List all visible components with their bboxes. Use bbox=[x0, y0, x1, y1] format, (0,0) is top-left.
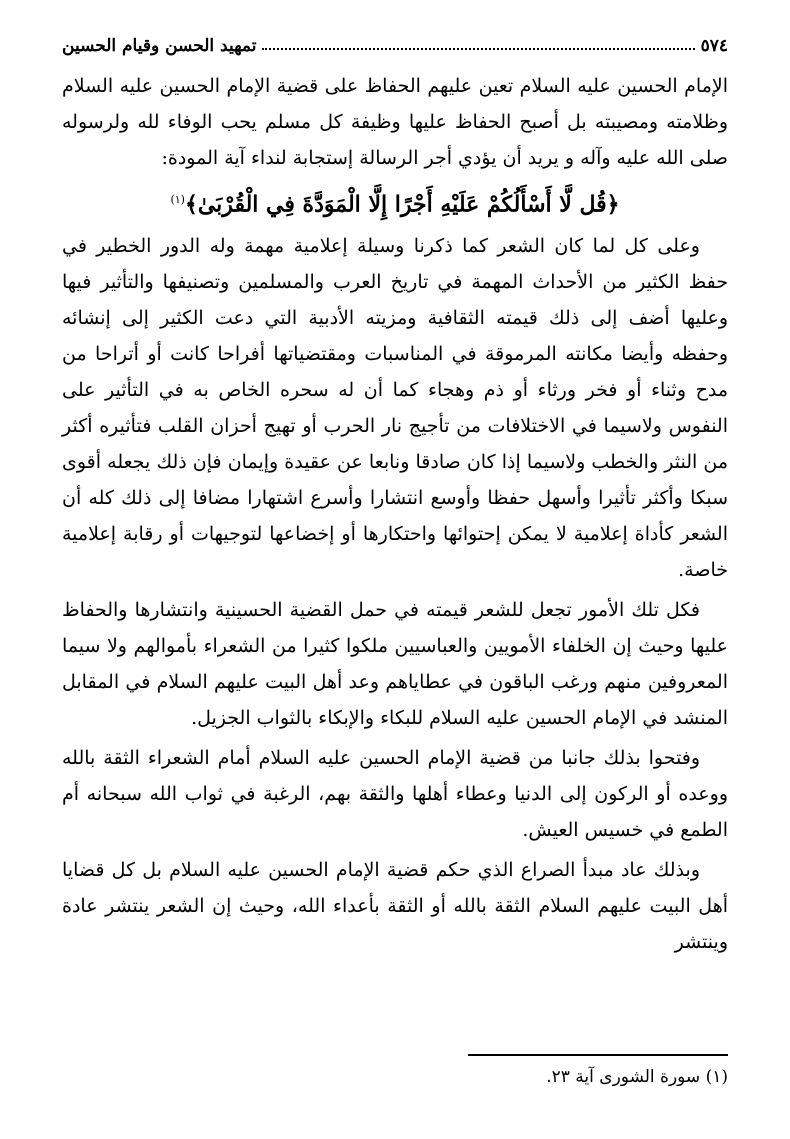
paragraph-2: وعلى كل لما كان الشعر كما ذكرنا وسيلة إعلامية مهمة وله الدور الخطير في حفظ الكثير من الأحداث المهمة في تاريخ العرب والمسلمين وتصنيفها والتأثير فيها وعليها أضف إلى ذلك قيمته الثقافية ومزيته الأدبية التي دعت الكثير إلى إنشائه وحفظه وأيضا مكانته المرموقة في المناسبات ومقتضياتها أفراحا كانت أو أتراحا من مدح وثناء أو فخر ورثاء أو ذم وهجاء كما أن له سحره الخاص به في التأثير على النفوس ولاسيما في الاختلافات من تأجيج نار الحرب أو تهيج أحزان القلب فتأثيره أكثر من النثر والخطب ولاسيما إذا كان صادقا ونابعا عن عقيدة وإيمان فإن ذلك يجعله أقوى سبكا وأكثر تأثيرا وأسهل حفظا وأوسع انتشارا وأسرع اشتهارا مضافا إلى ذلك كله أن الشعر كأداة إعلامية لا يمكن إحتوائها واحتكارها أو إخضاعها لتوجيهات أو رقابة إعلامية خاصة. bbox=[62, 235, 728, 582]
quran-verse bbox=[62, 180, 728, 224]
body-text bbox=[62, 68, 728, 964]
paragraph-4: وفتحوا بذلك جانبا من قضية الإمام الحسين عليه السلام أمام الشعراء الثقة بالله ووعده أو الركون إلى الدنيا وعطاء أهلها والثقة بهم، الرغبة في ثواب الله سبحانه أم الطمع في خسيس العيش. bbox=[62, 747, 728, 842]
paragraph-5: وبذلك عاد مبدأ الصراع الذي حكم قضية الإمام الحسين عليه السلام بل كل قضايا أهل البيت عليهم السلام الثقة بالله أو الثقة بأعداء الله، وحيث إن الشعر ينتشر عادة وينتشر bbox=[62, 859, 728, 954]
paragraph-3: فكل تلك الأمور تجعل للشعر قيمته في حمل القضية الحسينية وانتشارها والحفاظ عليها وحيث إن الخلفاء الأمويين والعباسيين ملكوا كثيرا من الشعراء بأموالهم ولا سيما المعروفين منهم ورغب الباقون في عطاياهم وعد أهل البيت عليهم السلام في المقابل المنشد في الإمام الحسين عليه السلام للبكاء والإبكاء بالثواب الجزيل. bbox=[62, 599, 728, 730]
verse-text: ﴿قُل لَّا أَسْأَلُكُمْ عَلَيْهِ أَجْرًا إِلَّا الْمَوَدَّةَ فِي الْقُرْبَىٰ﴾ bbox=[184, 191, 620, 218]
footnote-reference[interactable]: (١) bbox=[170, 193, 185, 206]
header-leader-dots bbox=[262, 48, 694, 50]
paragraph-1: الإمام الحسين عليه السلام تعين عليهم الحفاظ على قضية الإمام الحسين عليه السلام وظلامته ومصيبته بل أصبح الحفاظ عليها وظيفة كل مسلم يحب الوفاء لله ولرسوله صلى الله عليه وآله و يريد أن يؤدي أجر الرسالة إستجابة لنداء آية المودة: bbox=[62, 75, 728, 169]
page-header bbox=[62, 22, 728, 56]
footnote: (١) سورة الشورى آية ٢٣. bbox=[546, 1067, 728, 1087]
page-number: ٥٧٤ bbox=[700, 36, 728, 56]
running-title: تمهيد الحسن وقيام الحسين bbox=[62, 36, 257, 56]
footnote-divider bbox=[468, 1054, 728, 1056]
